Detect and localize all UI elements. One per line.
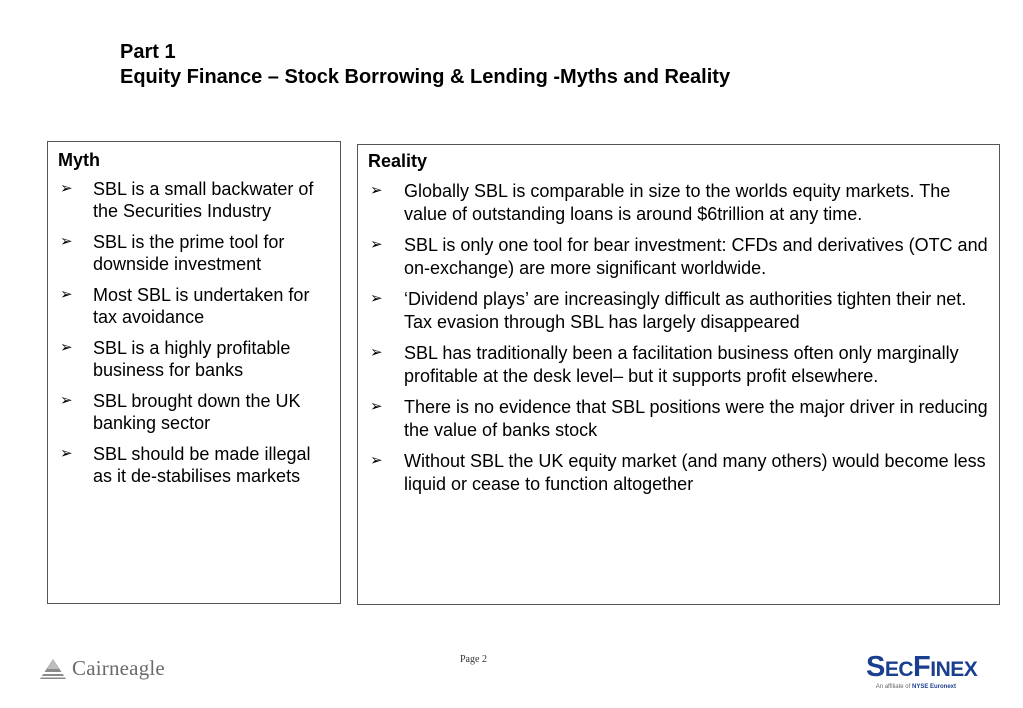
reality-list: [368, 180, 989, 495]
arrow-bullet-icon: ➢: [370, 452, 383, 469]
arrow-bullet-icon: ➢: [370, 398, 383, 415]
arrow-bullet-icon: ➢: [370, 290, 383, 307]
list-item: [58, 337, 330, 381]
list-item: [368, 180, 989, 225]
myth-list: [58, 178, 330, 487]
page-number: Page 2: [460, 654, 487, 665]
title-line-2: Equity Finance – Stock Borrowing & Lending -Myths and Reality: [120, 66, 731, 88]
arrow-bullet-icon: ➢: [370, 236, 383, 253]
myth-heading: Myth: [58, 150, 100, 170]
cairneagle-logo-text: Cairneagle: [72, 656, 165, 680]
list-item-text: SBL should be made illegal as it de-stabilises markets: [93, 444, 311, 486]
arrow-bullet-icon: ➢: [60, 233, 73, 250]
cairneagle-logo: [38, 656, 165, 681]
reality-box: [357, 144, 1000, 605]
list-item: [368, 342, 989, 387]
list-item-text: SBL is the prime tool for downside investment: [93, 232, 285, 274]
secfinex-affiliate-text: An affiliate of NYSE Euronext: [875, 684, 956, 690]
list-item-text: Without SBL the UK equity market (and many others) would become less liquid or cease to function altogether: [404, 451, 986, 494]
title-line-1: Part 1: [120, 41, 176, 63]
arrow-bullet-icon: ➢: [60, 392, 73, 409]
reality-heading: Reality: [368, 151, 428, 171]
list-item-text: Most SBL is undertaken for tax avoidance: [93, 285, 310, 327]
list-item: [368, 234, 989, 279]
secfinex-logo: [866, 651, 978, 691]
arrow-bullet-icon: ➢: [60, 339, 73, 356]
list-item: [58, 231, 330, 275]
secfinex-logo-text: SECFINEX: [866, 651, 978, 683]
arrow-bullet-icon: ➢: [370, 182, 383, 199]
list-item-text: ‘Dividend plays’ are increasingly difficult as authorities tighten their net. Tax evasion through SBL has largely disappeared: [404, 289, 967, 332]
list-item: [368, 450, 989, 495]
list-item-text: There is no evidence that SBL positions were the major driver in reducing the value of banks stock: [404, 397, 988, 440]
cairn-mountain-icon: [38, 657, 68, 681]
arrow-bullet-icon: ➢: [60, 286, 73, 303]
list-item: [58, 390, 330, 434]
list-item-text: SBL is a highly profitable business for banks: [93, 338, 291, 380]
list-item-text: SBL is a small backwater of the Securities Industry: [93, 179, 314, 221]
arrow-bullet-icon: ➢: [60, 445, 73, 462]
list-item: [58, 443, 330, 487]
arrow-bullet-icon: ➢: [370, 344, 383, 361]
list-item: [58, 284, 330, 328]
list-item-text: SBL has traditionally been a facilitation business often only marginally profitable at the desk level– but it supports profit elsewhere.: [404, 343, 959, 386]
list-item-text: SBL brought down the UK banking sector: [93, 391, 301, 433]
slide-title: [120, 40, 730, 90]
list-item: [58, 178, 330, 222]
list-item-text: SBL is only one tool for bear investment: CFDs and derivatives (OTC and on-exchange) are more significant worldwide.: [404, 235, 988, 278]
list-item: [368, 288, 989, 333]
arrow-bullet-icon: ➢: [60, 180, 73, 197]
list-item: [368, 396, 989, 441]
list-item-text: Globally SBL is comparable in size to the worlds equity markets. The value of outstanding loans is around $6trillion at any time.: [404, 181, 951, 224]
myth-box: [47, 141, 341, 604]
